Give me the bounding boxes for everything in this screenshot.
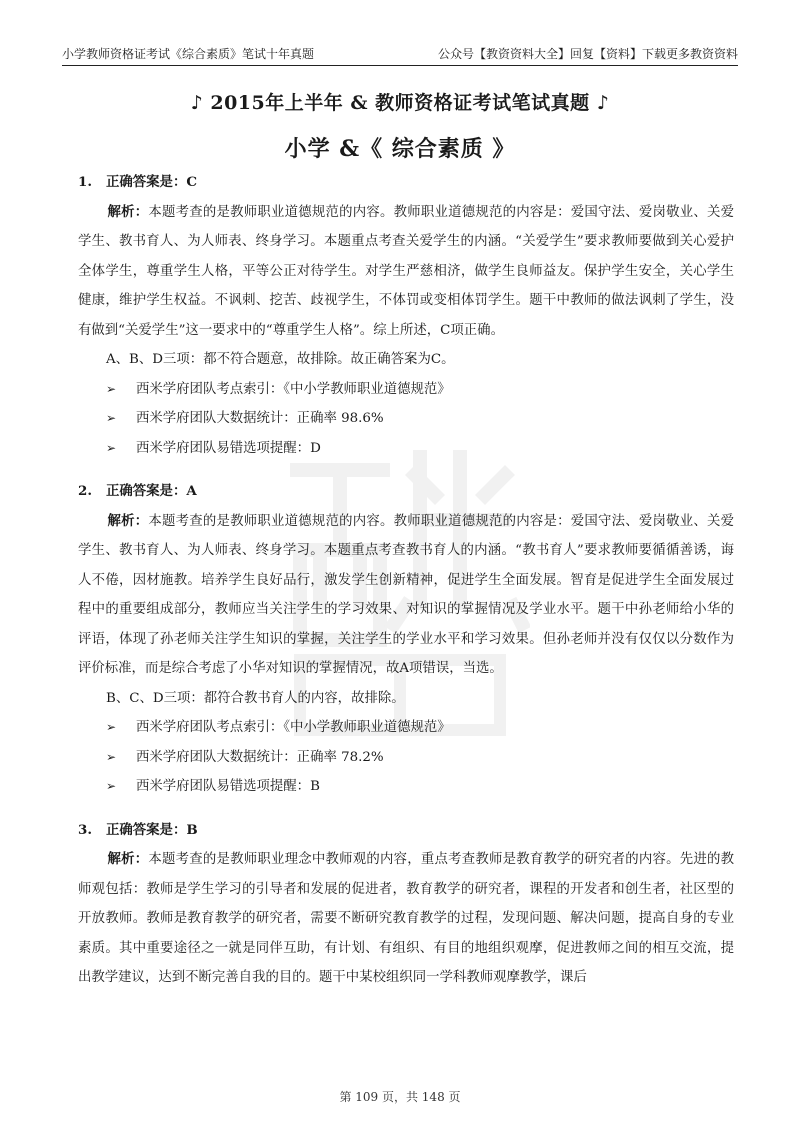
question-3-analysis xyxy=(78,845,734,993)
note-item: ➢ 西米学府团队大数据统计：正确率 78.2% xyxy=(106,743,734,773)
correct-answer: 正确答案是：B xyxy=(106,821,198,838)
note-item: ➢ 西米学府团队大数据统计：正确率 98.6% xyxy=(106,404,734,434)
question-2-notes xyxy=(78,713,734,802)
question-number: 2. xyxy=(78,483,92,499)
note-item: ➢ 西米学府团队易错选项提醒：D xyxy=(106,434,734,464)
analysis-text: 本题考查的是教师职业理念中教师观的内容，重点考查教师是教育教学的研究者的内容。先进的教师观包括：教师是学生学习的引导者和发展的促进者，教育教学的研究者，课程的开发者和创生者，社区型的开放教师。教师是教育教学的研究者，需要不断研究教育教学的过程，发现问题、解决问题，提高自身的专业素质。其中重要途径之一就是同伴互助，有计划、有组织、有目的地组织观摩，促进教师之间的相互交流，提出教学建议，达到不断完善自我的目的。题干中某校组织同一学科教师观摩教学，课后 xyxy=(78,852,735,985)
correct-answer: 正确答案是：A xyxy=(106,483,197,499)
title-subject: 小学 &《 综合素质 》 xyxy=(284,136,516,162)
question-1-answer-line xyxy=(78,168,734,198)
note-item: ➢ 西米学府团队易错选项提醒：B xyxy=(106,772,734,802)
question-2-other-options: B、C、D三项：都符合教书育人的内容，故排除。 xyxy=(106,690,405,706)
question-3-answer-line xyxy=(78,816,734,846)
question-number: 1. xyxy=(78,174,92,190)
page-header xyxy=(62,40,738,66)
analysis-label: 解析： xyxy=(107,851,149,867)
header-left-text: 小学教师资格证考试《综合素质》笔试十年真题 xyxy=(62,47,315,61)
analysis-label: 解析： xyxy=(107,203,149,220)
page-content xyxy=(78,158,734,993)
question-2-answer-line xyxy=(78,477,734,507)
question-1-other-options: A、B、D三项：都不符合题意，故排除。故正确答案为C。 xyxy=(106,352,455,367)
header-right-text: 公众号【教资资料大全】回复【资料】下载更多教资资料 xyxy=(437,47,738,61)
page-number: 第 109 页，共 148 页 xyxy=(339,1090,461,1104)
question-1-notes xyxy=(78,375,734,464)
note-item: ➢ 西米学府团队考点索引：《中小学教师职业道德规范》 xyxy=(106,375,734,405)
title-exam: ♪ 2015年上半年 & 教师资格证考试笔试真题 ♪ xyxy=(190,92,610,114)
question-2-analysis xyxy=(78,507,734,684)
question-number: 3. xyxy=(78,821,92,838)
note-item: ➢ 西米学府团队考点索引：《中小学教师职业道德规范》 xyxy=(106,713,734,743)
question-1-analysis xyxy=(78,198,734,346)
analysis-text: 本题考查的是教师职业道德规范的内容。教师职业道德规范的内容是：爱国守法、爱岗敬业、关爱学生、教书育人、为人师表、终身学习。本题重点考查教书育人的内涵。“教书育人”要求教师要循循善诱，诲人不倦，因材施教。培养学生良好品行，激发学生创新精神，促进学生全面发展。智育是促进学生全面发展过程中的重要组成部分，教师应当关注学生的学习效果、对知识的掌握情况及学业水平。题干中孙老师给小华的评语，体现了孙老师关注学生知识的掌握，关注学生的学业水平和学习效果。但孙老师并没有仅仅以分数作为评价标准，而是综合考虑了小华对知识的掌握情况，故A项错误，当选。 xyxy=(78,513,735,676)
analysis-label: 解析： xyxy=(107,512,149,529)
analysis-text: 本题考查的是教师职业道德规范的内容。教师职业道德规范的内容是：爱国守法、爱岗敬业、关爱学生、教书育人、为人师表、终身学习。本题重点考查关爱学生的内涵。“关爱学生”要求教师要做到关心爱护全体学生，尊重学生人格，平等公正对待学生。对学生严慈相济，做学生良师益友。保护学生安全，关心学生健康，维护学生权益。不讽刺、挖苦、歧视学生，不体罚或变相体罚学生。题干中教师的做法讽刺了学生，没有做到“关爱学生”这一要求中的“尊重学生人格”。综上所述，C项正确。 xyxy=(78,204,735,338)
correct-answer: 正确答案是：C xyxy=(106,174,198,190)
